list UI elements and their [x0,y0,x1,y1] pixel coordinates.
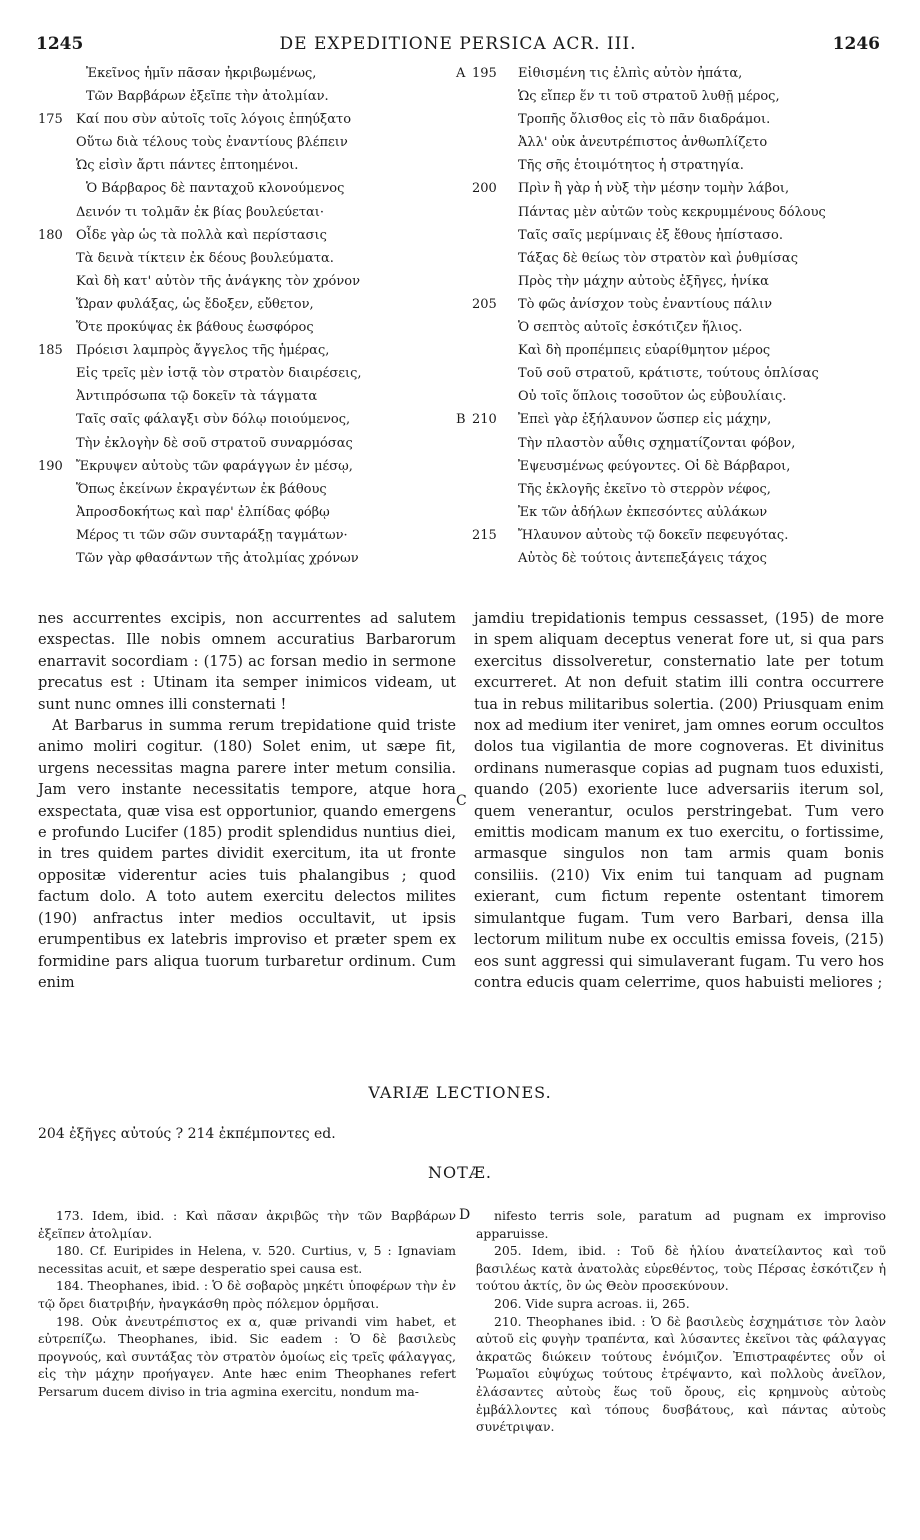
variae-lectiones-heading: VARIÆ LECTIONES. [368,1083,552,1102]
verse-line [38,408,458,431]
latin-paragraph: nes accurrentes excipis, non accurrentes ad salutem exspectas. Ille nobis omnem accuratius Barbarorum enarravit socordiam : (175) ac forsan medio in sermone precatus est : Utinam ita semper inimicos videam, ut sunt nunc omnes illi consternati ! [38,610,456,713]
latin-translation-left-column [38,608,456,993]
verse-line [38,85,458,108]
verse-line [38,362,458,385]
verse-line [38,455,458,478]
verse-line [38,432,458,455]
verse-text: Τάξας δὲ θείως τὸν στρατὸν καὶ ῥυθμίσας [518,250,798,266]
page-number-left: 1245 [36,34,84,54]
verse-line [456,247,896,270]
verse-text: Τῆς σῆς ἑτοιμότητος ἡ στρατηγία. [518,158,744,174]
verse-text: Πρὸς τὴν μάχην αὐτοὺς ἐξῆγες, ἡνίκα [518,273,769,289]
verse-text: Ὡς εἴπερ ἕν τι τοῦ στρατοῦ λυθῇ μέρος, [518,89,780,105]
verse-text: Τῶν Βαρβάρων ἐξεῖπε τὴν ἀτολμίαν. [86,89,329,105]
verse-text: Ἀπροσδοκήτως καὶ παρ' ἐλπίδας φόβῳ [76,504,330,520]
verse-text: Καὶ δὴ κατ' αὐτὸν τῆς ἀνάγκης τὸν χρόνον [76,273,360,289]
verse-line [456,85,896,108]
verse-number: 215 [472,527,497,543]
verse-line [456,385,896,408]
verse-text: Ὡς εἰσὶν ἄρτι πάντες ἐπτοημένοι. [76,158,299,174]
verse-line [38,154,458,177]
verse-line [456,201,896,224]
note-entry: 173. Idem, ibid. : Καὶ πᾶσαν ἀκριβῶς τὴν τῶν Βαρβάρων ἐξεῖπεν ἀτολμίαν. [38,1208,456,1241]
verse-text: Ταῖς σαῖς φάλαγξι σὺν δόλῳ ποιούμενος, [76,412,351,428]
verse-line [456,547,896,570]
latin-translation-right-column [474,608,884,993]
verse-line [38,177,458,200]
verse-text: Ὅτε προκύψας ἐκ βάθους ἑωσφόρος [76,320,314,336]
verse-line [456,224,896,247]
note-entry: 210. Theophanes ibid. : Ὁ δὲ βασιλεὺς ἐσχημάτισε τὸν λαὸν αὐτοῦ εἰς φυγὴν τραπέντα, καὶ λύσαντες ἐκεῖνοι τὰς φάλαγγας ἀκρατῶς διώκειν τούτους ἐνόμιζον. Ἐπιστραφέντες οὖν οἱ Ῥωμαῖοι εὐψύχως τούτους ἐτρέψαντο, καὶ πολλοὺς ἀνεῖλον, ἐλάσαντες αὐτοὺς ἕως τοῦ ὄρους, εἰς κρημνοὺς αὐτοὺς ἐμβάλλοντες καὶ τόπους δυσβάτους, καὶ πάντας αὐτοὺς συνέτριψαν. [476,1313,886,1435]
verse-line [456,408,896,431]
greek-verse-left-column [38,62,458,570]
note-entry: 184. Theophanes, ibid. : Ὁ δὲ σοβαρὸς μηκέτι ὑποφέρων τὴν ἐν τῷ ὄρει διατριβήν, ἠναγκάσθη πρὸς πόλεμον ὁρμῆσαι. [38,1278,456,1311]
latin-paragraph: At Barbarus in summa rerum trepidatione quid triste animo moliri cogitur. (180) Solet enim, ut sæpe fit, urgens necessitas magna parere inter metum consilia. Jam vero instante necessitatis tempore, atque hora exspectata, quæ visa est opportunior, quando emergens e profundo Lucifer (185) prodit splendidus nuntius diei, in tres quidem partes dividit exercitum, ita ut fronte oppositæ viderentur acies tuis phalangibus ; quod factum dolo. A toto autem exercitu delectos milites (190) anfractus inter medios occultavit, ut ipsis erumpentibus ex latebris improviso et præter spem ex formidine pars aliqua tuorum turbaretur ordinum. Cum enim [38,717,456,991]
verse-text: Μέρος τι τῶν σῶν συνταράξῃ ταγμάτων· [76,527,348,543]
verse-line [456,131,896,154]
verse-line [38,524,458,547]
verse-text: Εἰθισμένη τις ἐλπὶς αὐτὸν ἠπάτα, [518,66,743,81]
verse-line [38,247,458,270]
margin-letter: A [456,66,466,81]
variae-lectiones-text: 204 ἐξῆγες αὐτούς ? 214 ἐκπέμποντες ed. [38,1126,336,1142]
verse-text: Οὐ τοῖς ὅπλοις τοσοῦτον ὡς εὐβουλίαις. [518,389,787,405]
note-entry: 180. Cf. Euripides in Helena, v. 520. Curtius, v, 5 : Ignaviam necessitas acuit, et sæpe desperatio spei causa est. [38,1243,456,1276]
verse-text: Ἐψευσμένως φεύγοντες. Οἱ δὲ Βάρβαροι, [518,458,791,474]
verse-number: 205 [472,296,497,312]
verse-text: Τὰ δεινὰ τίκτειν ἐκ δέους βουλεύματα. [76,250,334,266]
verse-text: Αὐτὸς δὲ τούτοις ἀντεπεξάγεις τάχος [518,550,767,566]
verse-number: 195 [472,66,497,81]
verse-line [456,316,896,339]
verse-text: Ὁ Βάρβαρος δὲ πανταχοῦ κλονούμενος [86,181,345,197]
verse-line [456,108,896,131]
note-entry: 206. Vide supra acroas. ii, 265. [494,1295,690,1311]
verse-text: Ἀντιπρόσωπα τῷ δοκεῖν τὰ τάγματα [76,389,318,405]
verse-text: Τὴν πλαστὸν αὖθις σχηματίζονται φόβον, [518,435,796,451]
verse-text: Ὥραν φυλάξας, ὡς ἔδοξεν, εὔθετον, [76,296,314,312]
verse-line [38,131,458,154]
note-entry: nifesto terris sole, paratum ad pugnam ex improviso apparuisse. [476,1208,886,1241]
verse-line [456,478,896,501]
verse-line [38,270,458,293]
verse-number: 185 [38,343,63,359]
margin-letter: B [456,412,466,428]
verse-number: 190 [38,458,63,474]
notes-right-column [476,1207,886,1436]
verse-text: Τῆς ἐκλογῆς ἐκεῖνο τὸ στερρὸν νέφος, [518,481,771,497]
verse-line [456,270,896,293]
verse-text: Δεινόν τι τολμᾶν ἐκ βίας βουλεύεται· [76,204,325,220]
verse-line [456,339,896,362]
running-header [36,34,880,60]
verse-number: 180 [38,227,63,243]
verse-line [456,501,896,524]
verse-text: Πρόεισι λαμπρὸς ἄγγελος τῆς ἡμέρας, [76,343,330,359]
verse-text: Ἤλαυνον αὐτοὺς τῷ δοκεῖν πεφευγότας. [518,527,789,543]
verse-text: Καὶ δὴ προπέμπεις εὐαρίθμητον μέρος [518,343,771,359]
margin-letter-d: D [459,1207,471,1223]
verse-text: Καί που σὺν αὐτοῖς τοῖς λόγοις ἐπηύξατο [76,112,352,128]
verse-line [38,385,458,408]
verse-text: Ὁ σεπτὸς αὐτοῖς ἐσκότιζεν ἥλιος. [518,320,743,336]
verse-text: Ἐπεὶ γὰρ ἐξήλαυνον ὥσπερ εἰς μάχην, [518,412,772,428]
verse-text: Ἔκρυψεν αὐτοὺς τῶν φαράγγων ἐν μέσῳ, [76,458,353,474]
verse-text: Πάντας μὲν αὐτῶν τοὺς κεκρυμμένους δόλους [518,204,826,220]
verse-text: Ὅπως ἐκείνων ἐκραγέντων ἐκ βάθους [76,481,327,497]
note-entry: 198. Οὐκ ἀνευτρέπιστος ex α, quæ privandi vim habet, et εὐτρεπίζω. Theophanes, ibid. Sic eadem : Ὁ δὲ βασιλεὺς προγνούς, καὶ συντάξας τὸν στρατὸν ὁμοίως εἰς τρεῖς φάλαγγας, εἰς τὴν μάχην προήγαγεν. Ante hæc enim Theophanes refert Persarum ducem diviso in tria agmina exercitu, nondum ma- [38,1313,456,1399]
verse-line [38,547,458,570]
verse-text: Εἰς τρεῖς μὲν ἱστᾷ τὸν στρατὸν διαιρέσεις, [76,366,362,382]
verse-line [456,177,896,200]
verse-text: Τοῦ σοῦ στρατοῦ, κράτιστε, τούτους ὁπλίσας [518,366,819,382]
verse-number: 200 [472,181,497,197]
verse-text: Οὕτω διὰ τέλους τοὺς ἐναντίους βλέπειν [76,135,348,151]
verse-line [38,478,458,501]
verse-line [38,501,458,524]
note-entry: 205. Idem, ibid. : Τοῦ δὲ ἡλίου ἀνατείλαντος καὶ τοῦ βασιλέως κατὰ ἀνατολὰς εὑρεθέντος, τοὺς Πέρσας ἐσκότιζεν ἡ τούτου ἀκτίς, ὃν ὡς Θεὸν προσεκύνουν. [476,1243,886,1294]
verse-line [38,224,458,247]
notes-left-column [38,1207,456,1401]
verse-text: Πρὶν ἢ γὰρ ἡ νὺξ τὴν μέσην τομὴν λάβοι, [518,181,790,197]
verse-text: Ἐκ τῶν ἀδήλων ἐκπεσόντες αὐλάκων [518,504,768,520]
notae-heading: NOTÆ. [428,1163,492,1182]
verse-line [38,108,458,131]
verse-line [38,316,458,339]
page-number-right: 1246 [832,34,880,54]
verse-text: Τροπῆς ὄλισθος εἰς τὸ πᾶν διαδράμοι. [518,112,771,128]
running-title: DE EXPEDITIONE PERSICA ACR. III. [279,34,637,54]
verse-text: Τὸ φῶς ἀνίσχον τοὺς ἐναντίους πάλιν [518,296,773,312]
latin-paragraph: jamdiu trepidationis tempus cessasset, (195) de more in spem aliquam deceptus venerat fore ut, si qua pars exercitus dissolveretur, consternatio late per totum excurreret. At non defuit statim illi contra occurrere tua in rebus militaribus solertia. (200) Priusquam enim nox ad medium iter veniret, jam omnes eorum occultos dolos tua vigilantia de more cognoveras. Et divinitus ordinans numerasque copias ad pugnam tuos eduxisti, quando (205) exoriente luce adversariis iterum sol, quem venerantur, oculos perstringebat. Tum vero emittis modicam manum ex tuo exercitu, o fortissime, armasque singulos non tam armis quam bonis consiliis. (210) Vix enim tui tanquam ad pugnam exierant, cum fictum repente ostentant timorem simulantque fugam. Tum vero Barbari, densa illa lectorum militum nube ex occultis emissa foveis, (215) eos sunt aggressi qui simulaverant fugam. Tu vero hos contra educis quam celerrime, quos habuisti meliores ; [474,610,884,991]
verse-line [456,524,896,547]
verse-text: Ἐκεῖνος ἡμῖν πᾶσαν ἠκριβωμένως, [86,66,317,81]
verse-line [456,432,896,455]
verse-line [38,293,458,316]
verse-line [38,339,458,362]
verse-text: Τῶν γὰρ φθασάντων τῆς ἀτολμίας χρόνων [76,550,359,566]
greek-verse-right-column [456,62,896,570]
verse-text: Τὴν ἐκλογὴν δὲ σοῦ στρατοῦ συναρμόσας [76,435,353,451]
verse-line [38,201,458,224]
verse-text: Οἶδε γὰρ ὡς τὰ πολλὰ καὶ περίστασις [76,227,327,243]
verse-number: 210 [472,412,497,428]
verse-line [456,62,896,85]
verse-line [456,455,896,478]
verse-line [456,362,896,385]
verse-line [456,154,896,177]
verse-line [38,62,458,85]
margin-letter-c: C [456,793,467,809]
verse-text: Ταῖς σαῖς μερίμναις ἐξ ἔθους ἠπίστασο. [518,227,784,243]
verse-line [456,293,896,316]
verse-text: Ἀλλ' οὐκ ἀνευτρέπιστος ἀνθωπλίζετο [518,135,768,151]
verse-number: 175 [38,112,63,128]
